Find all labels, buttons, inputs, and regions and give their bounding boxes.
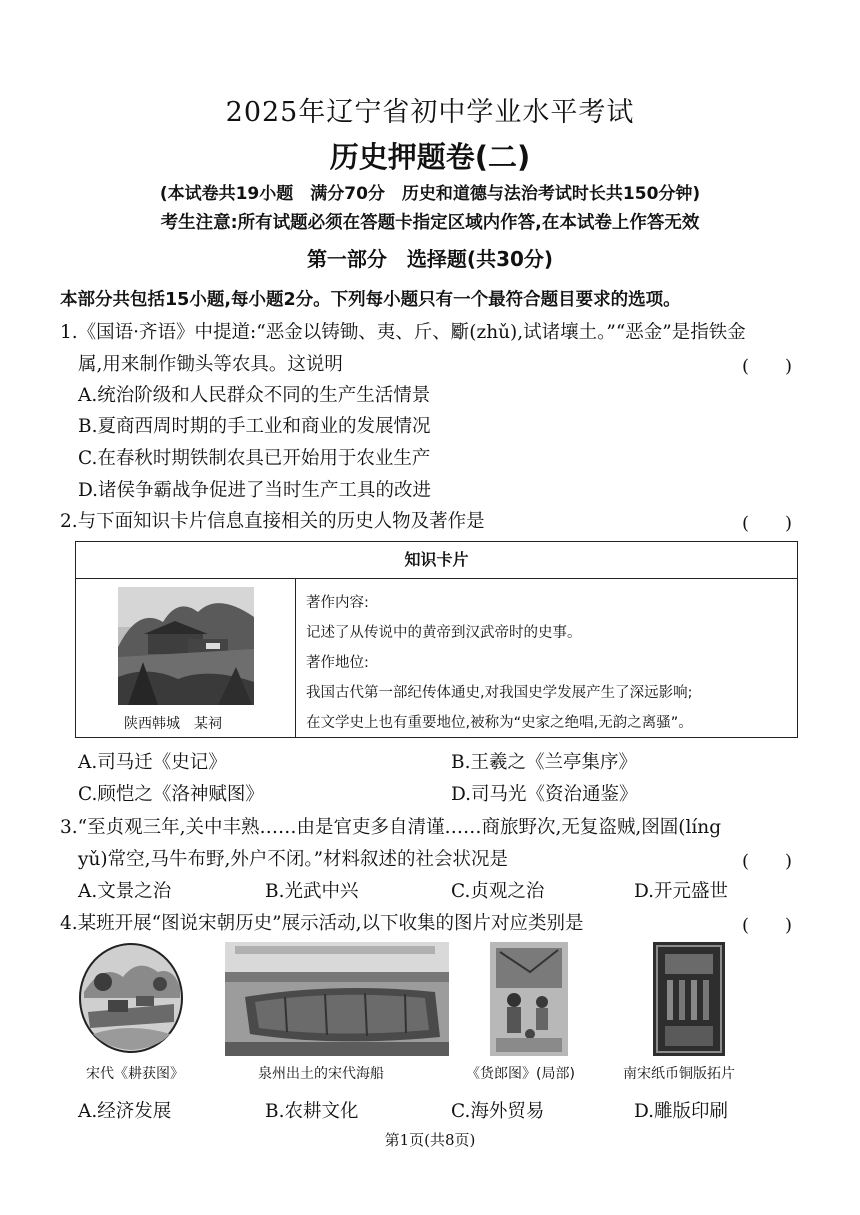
q4-answer-bracket: ( ) <box>742 915 793 936</box>
q4-option-a: A.经济发展 <box>78 1101 172 1122</box>
q4-option-b: B.农耕文化 <box>265 1101 359 1122</box>
section-instruction: 本部分共包括15小题,每小题2分。下列每小题只有一个最符合题目要求的选项。 <box>60 290 681 310</box>
work-status-line1: 我国古代第一部纪传体通史,对我国史学发展产生了深远影响; <box>306 685 693 701</box>
q3-option-a: A.文景之治 <box>78 881 172 902</box>
page-number: 第1页(共8页) <box>384 1131 476 1149</box>
q4-image1-caption: 宋代《耕获图》 <box>86 1066 184 1082</box>
exam-title: 2025年辽宁省初中学业水平考试 <box>225 97 635 128</box>
q3-stem-line1: 3.“至贞观三年,关中丰熟……由是官吏多自清谨……商旅野次,无复盗贼,囹圄(líng <box>60 817 722 838</box>
q1-stem-line2: 属,用来制作锄头等农具。这说明 <box>78 354 343 375</box>
q3-stem-line2: yǔ)常空,马牛布野,外户不闭。”材料叙述的社会状况是 <box>78 849 509 870</box>
q4-image2-caption: 泉州出土的宋代海船 <box>258 1066 384 1082</box>
q3-option-b: B.光武中兴 <box>265 881 359 902</box>
q3-answer-bracket: ( ) <box>742 851 793 872</box>
q3-option-c: C.贞观之治 <box>451 881 545 902</box>
figure-painting-icon <box>490 942 568 1056</box>
knowledge-card-heading: 知识卡片 <box>76 542 797 579</box>
q2-option-d: D.司马光《资治通鉴》 <box>451 784 638 805</box>
work-content-text: 记述了从传说中的黄帝到汉武帝时的史事。 <box>306 625 582 641</box>
banknote-rubbing-icon <box>653 942 725 1056</box>
ship-hull-photo-icon <box>225 942 449 1056</box>
q2-option-b: B.王羲之《兰亭集序》 <box>451 752 637 773</box>
q3-option-d: D.开元盛世 <box>634 881 729 902</box>
round-fan-painting-icon <box>78 942 184 1054</box>
q2-option-c: C.顾恺之《洛神赋图》 <box>78 784 264 805</box>
q4-stem: 4.某班开展“图说宋朝历史”展示活动,以下收集的图片对应类别是 <box>60 913 584 934</box>
exam-info: (本试卷共19小题 满分70分 历史和道德与法治考试时长共150分钟) <box>159 184 701 204</box>
shrine-photo-caption: 陕西韩城 某祠 <box>124 716 222 732</box>
q1-option-a: A.统治阶级和人民群众不同的生产生活情景 <box>78 385 431 406</box>
section-title: 第一部分 选择题(共30分) <box>306 247 554 271</box>
q1-option-d: D.诸侯争霸战争促进了当时生产工具的改进 <box>78 480 432 501</box>
q2-answer-bracket: ( ) <box>742 513 793 534</box>
q2-stem: 2.与下面知识卡片信息直接相关的历史人物及著作是 <box>60 511 485 532</box>
q4-image3-caption: 《货郎图》(局部) <box>466 1066 575 1082</box>
work-status-label: 著作地位: <box>306 655 369 671</box>
exam-notice: 考生注意:所有试题必须在答题卡指定区域内作答,在本试卷上作答无效 <box>160 213 700 233</box>
q4-image4-caption: 南宋纸币铜版拓片 <box>623 1066 735 1082</box>
knowledge-card-photo-cell <box>76 579 296 737</box>
q1-stem-line1: 1.《国语·齐语》中提道:“恶金以铸锄、夷、斤、斸(zhǔ),试诸壤土。”“恶金”是指铁金 <box>60 322 746 343</box>
paper-subtitle: 历史押题卷(二) <box>329 140 531 174</box>
q2-option-a: A.司马迁《史记》 <box>78 752 227 773</box>
knowledge-card <box>75 541 798 738</box>
shrine-photo <box>118 587 254 705</box>
q1-answer-bracket: ( ) <box>742 356 793 377</box>
work-content-label: 著作内容: <box>306 595 369 611</box>
q4-option-d: D.雕版印刷 <box>634 1101 729 1122</box>
q4-option-c: C.海外贸易 <box>451 1101 545 1122</box>
q1-option-b: B.夏商西周时期的手工业和商业的发展情况 <box>78 416 431 437</box>
q1-option-c: C.在春秋时期铁制农具已开始用于农业生产 <box>78 448 431 469</box>
work-status-line2: 在文学史上也有重要地位,被称为“史家之绝唱,无韵之离骚”。 <box>306 715 693 731</box>
